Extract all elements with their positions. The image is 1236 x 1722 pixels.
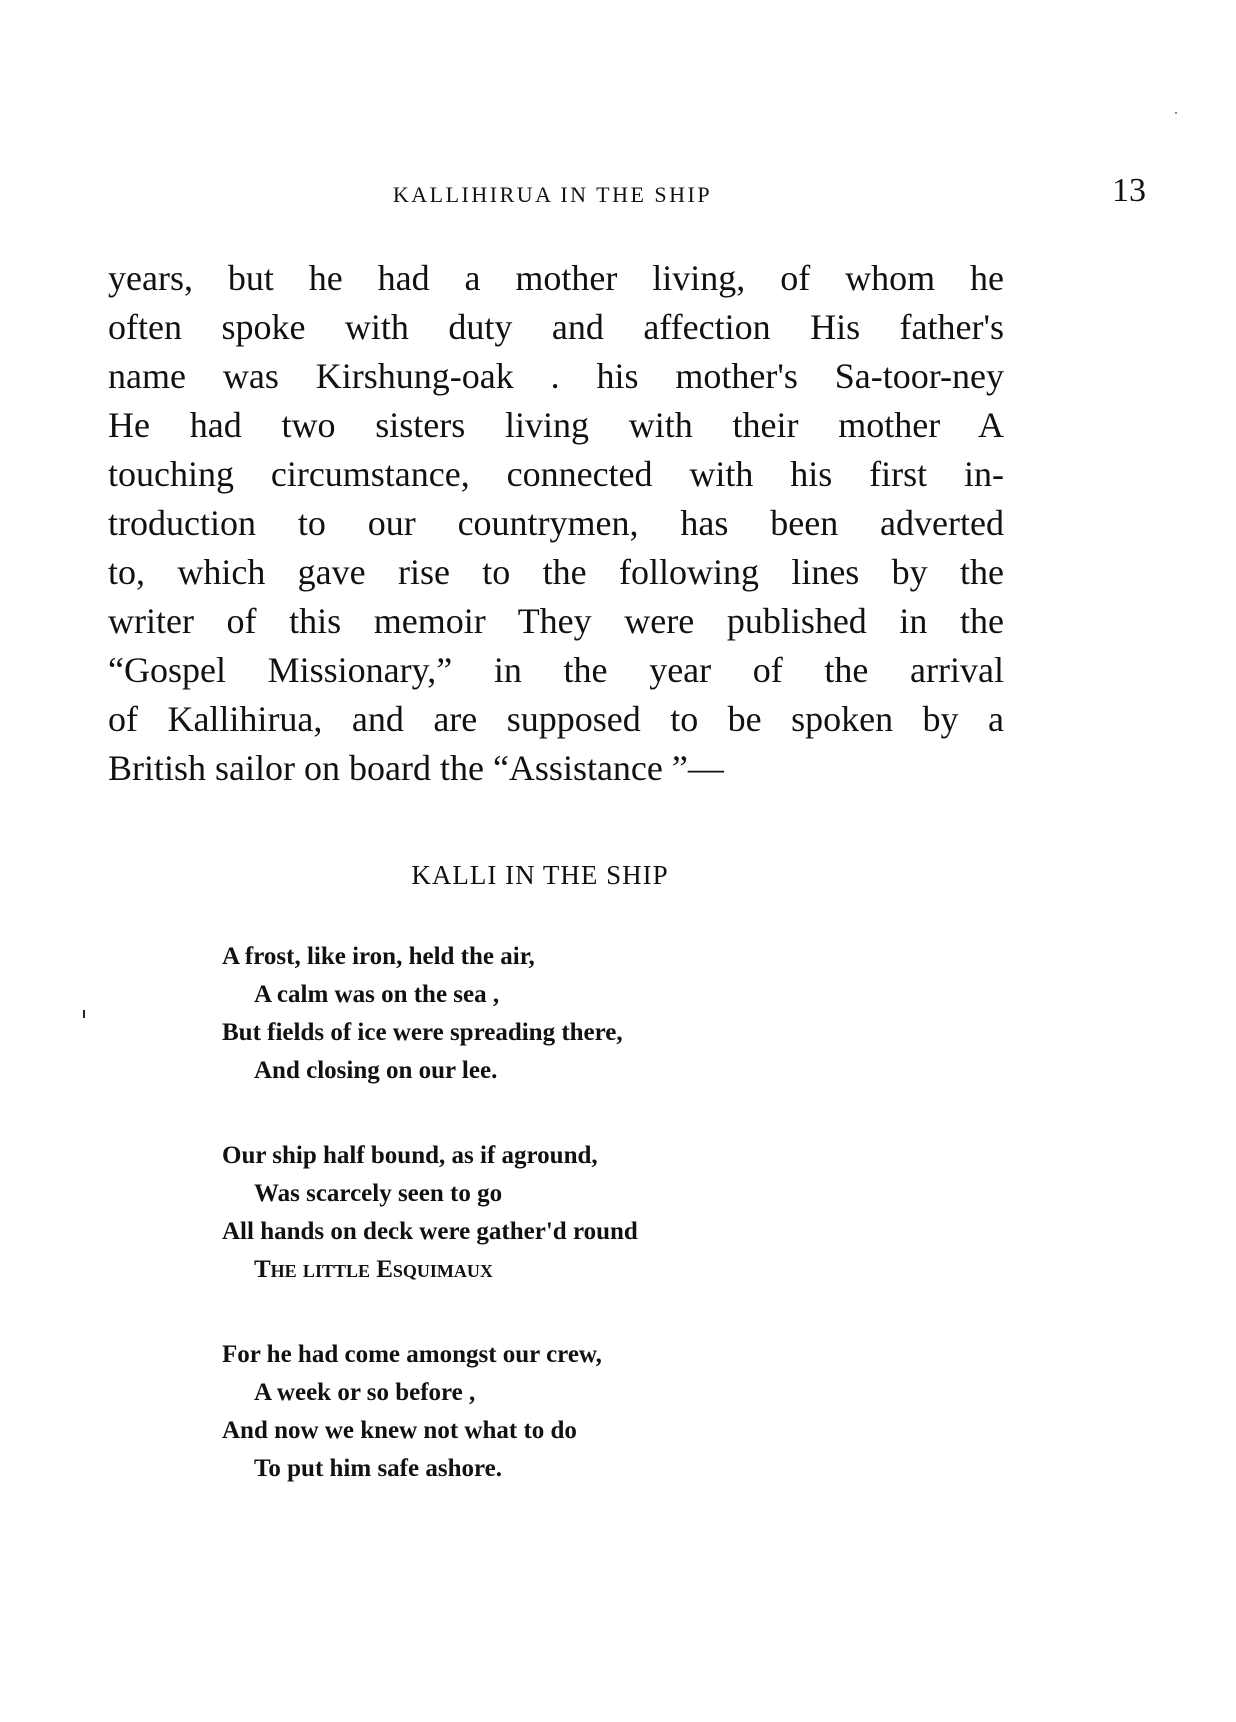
body-line: troduction to our countrymen, has been adverted [108, 503, 1004, 543]
poem-stanza [222, 938, 623, 1090]
body-line: name was Kirshung-oak . his mother's Sa-toor-ney [108, 356, 1004, 396]
body-line: years, but he had a mother living, of whom he [108, 258, 1004, 298]
body-line: “Gospel Missionary,” in the year of the arrival [108, 650, 1004, 690]
poem-line: A week or so before , [254, 1379, 476, 1406]
poem-line: To put him safe ashore. [254, 1455, 502, 1482]
poem-line: A frost, like iron, held the air, [222, 943, 535, 970]
poem-line: All hands on deck were gather'd round [222, 1218, 638, 1245]
body-line: to, which gave rise to the following lines by the [108, 552, 1004, 592]
poem-line: But fields of ice were spreading there, [222, 1019, 623, 1046]
body-paragraph [108, 254, 1004, 793]
body-line: writer of this memoir They were published in the [108, 601, 1004, 641]
page-number: 13 [1112, 172, 1146, 209]
poem-line: A calm was on the sea , [254, 981, 500, 1008]
poem-line: Our ship half bound, as if aground, [222, 1142, 598, 1169]
running-title: KALLIHIRUA IN THE SHIP [392, 182, 713, 207]
poem-line: For he had come amongst our crew, [222, 1341, 602, 1368]
body-line: often spoke with duty and affection His father's [108, 307, 1004, 347]
poem-line: Was scarcely seen to go [254, 1180, 503, 1207]
poem-line: And closing on our lee. [254, 1057, 498, 1084]
poem-title: KALLI IN THE SHIP [411, 860, 669, 890]
poem-line: The little Esquimaux [254, 1256, 493, 1283]
scan-speck [83, 1010, 85, 1018]
scan-speck [1175, 112, 1177, 114]
body-line: of Kallihirua, and are supposed to be spoken by a [108, 699, 1004, 739]
poem-stanza [222, 1137, 638, 1289]
poem-stanza [222, 1336, 602, 1488]
body-line: touching circumstance, connected with his first in- [108, 454, 1004, 494]
body-line: British sailor on board the “Assistance ”— [108, 748, 724, 788]
poem-line: And now we knew not what to do [222, 1417, 577, 1444]
body-line: He had two sisters living with their mother A [108, 405, 1004, 445]
